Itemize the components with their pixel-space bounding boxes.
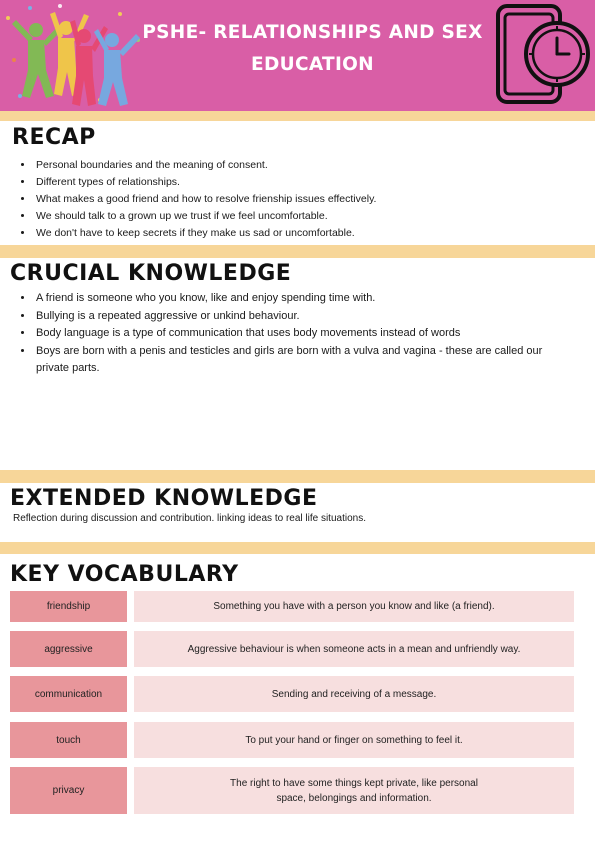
list-item: • We don't have to keep secrets if they make us sad or uncomfortable. bbox=[34, 225, 594, 242]
vocab-term: privacy bbox=[10, 767, 127, 814]
list-item: • Personal boundaries and the meaning of consent. bbox=[34, 157, 594, 174]
extended-knowledge-text: Reflection during discussion and contribution. linking ideas to real life situations. bbox=[13, 513, 366, 524]
vocab-term: aggressive bbox=[10, 631, 127, 667]
vocab-definition: The right to have some things kept private, like personal space, belongings and information. bbox=[134, 767, 574, 814]
key-vocabulary-heading: KEY VOCABULARY bbox=[10, 562, 239, 587]
page-title bbox=[140, 17, 485, 81]
list-item: • Different types of relationships. bbox=[34, 174, 594, 191]
list-item: • Bullying is a repeated aggressive or unkind behaviour. bbox=[34, 308, 554, 326]
vocab-term: friendship bbox=[10, 591, 127, 622]
tablet-clock-icon bbox=[493, 2, 591, 108]
vocab-definition: Aggressive behaviour is when someone acts in a mean and unfriendly way. bbox=[134, 631, 574, 667]
vocab-definition: Sending and receiving of a message. bbox=[134, 676, 574, 712]
extended-knowledge-heading: EXTENDED KNOWLEDGE bbox=[10, 486, 318, 511]
list-item: • A friend is someone who you know, like and enjoy spending time with. bbox=[34, 290, 554, 308]
recap-list bbox=[10, 157, 594, 242]
page-title-line-1: PSHE- RELATIONSHIPS AND SEX bbox=[142, 22, 483, 43]
list-item: • Boys are born with a penis and testicles and girls are born with a vulva and vagina - these are called our private parts. bbox=[34, 343, 554, 378]
section-divider bbox=[0, 542, 595, 554]
section-divider bbox=[0, 245, 595, 258]
page-title-line-2: EDUCATION bbox=[251, 54, 374, 75]
list-item: • What makes a good friend and how to resolve frienship issues effectively. bbox=[34, 191, 594, 208]
recap-heading: RECAP bbox=[12, 125, 96, 150]
jumping-people-icon bbox=[0, 0, 150, 111]
list-item: • Body language is a type of communication that uses body movements instead of words bbox=[34, 325, 554, 343]
header-banner bbox=[0, 0, 595, 111]
vocab-definition: To put your hand or finger on something to feel it. bbox=[134, 722, 574, 758]
section-divider bbox=[0, 111, 595, 121]
crucial-knowledge-list bbox=[10, 290, 554, 378]
vocab-term: communication bbox=[10, 676, 127, 712]
crucial-knowledge-heading: CRUCIAL KNOWLEDGE bbox=[10, 261, 292, 286]
list-item: • We should talk to a grown up we trust if we feel uncomfortable. bbox=[34, 208, 594, 225]
vocab-term: touch bbox=[10, 722, 127, 758]
section-divider bbox=[0, 470, 595, 483]
vocab-definition: Something you have with a person you know and like (a friend). bbox=[134, 591, 574, 622]
